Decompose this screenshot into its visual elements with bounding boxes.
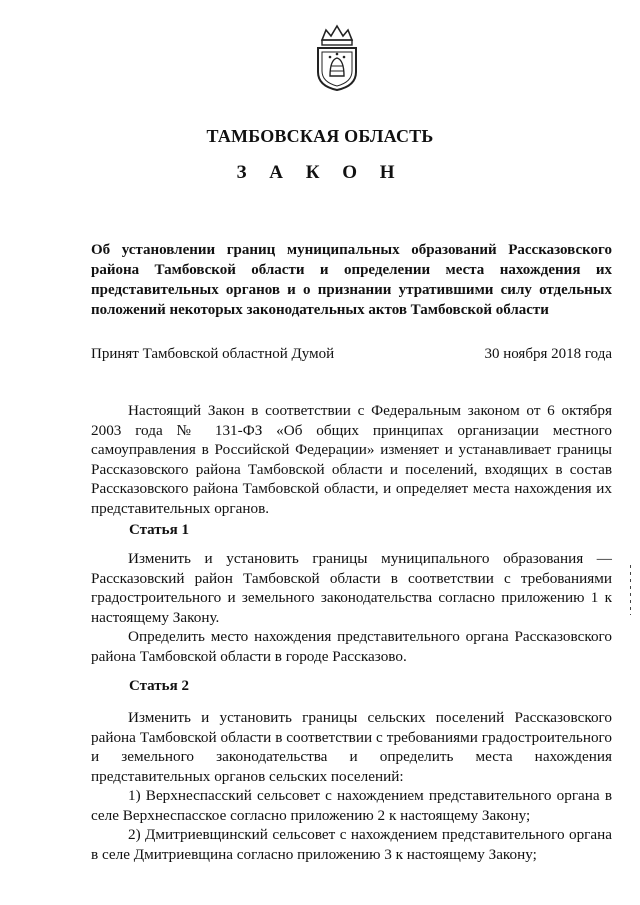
preamble bbox=[91, 401, 612, 518]
region-title: ТАМБОВСКАЯ ОБЛАСТЬ bbox=[206, 126, 434, 146]
law-title: Об установлении границ муниципальных образований Рассказовского района Тамбовской области и определении места нахождения их представительных органов и о признании утратившими силу отдельных положений некоторых законодательных актов Тамбовской области bbox=[91, 242, 612, 318]
scan-edge-mark bbox=[628, 565, 633, 615]
article-2-paragraph-1: Изменить и установить границы сельских поселений Рассказовского района Тамбовской области в соответствии с требованиями градостроительного и земельного законодательства и определить места нахождения представительных органов сельских поселений: bbox=[91, 709, 612, 785]
document-type: З А К О Н bbox=[236, 162, 404, 183]
adoption-date: 30 ноября 2018 года bbox=[484, 346, 612, 362]
preamble-paragraph: Настоящий Закон в соответствии с Федеральным законом от 6 октября 2003 года № 131-ФЗ «Об общих принципах организации местного самоуправления в Российской Федерации» изменяет и устанавливает границы Рассказовского района Тамбовской области и поселений, входящих в состав Рассказовского района Тамбовской области, и определяет места нахождения их представительных органов. bbox=[91, 402, 612, 517]
crest-crown bbox=[322, 26, 352, 40]
article-2-item-1: 1) Верхнеспасский сельсовет с нахождением представительного органа в селе Верхнеспасское согласно приложению 2 к настоящему Закону; bbox=[91, 787, 612, 824]
article-1-paragraph-1: Изменить и установить границы муниципального образования — Рассказовский район Тамбовской области в соответствии с требованиями градостроительного и земельного законодательства согласно приложению 1 к настоящему Закону. bbox=[91, 550, 612, 626]
adoption-line bbox=[91, 346, 612, 363]
crest-beehive-icon bbox=[330, 58, 344, 76]
article-2-body bbox=[91, 708, 612, 864]
article-1-heading: Статья 1 bbox=[129, 522, 189, 538]
article-1-paragraph-2: Определить место нахождения представительного органа Рассказовского района Тамбовской области в городе Рассказово. bbox=[91, 628, 612, 665]
crest-shield-inner bbox=[322, 52, 352, 86]
article-1-body bbox=[91, 549, 612, 666]
article-2-heading: Статья 2 bbox=[129, 678, 189, 694]
article-2-item-2: 2) Дмитриевщинский сельсовет с нахождением представительного органа в селе Дмитриевщина согласно приложению 3 к настоящему Закону; bbox=[91, 826, 612, 863]
coat-of-arms-emblem bbox=[312, 22, 362, 92]
adopted-by: Принят Тамбовской областной Думой bbox=[91, 346, 335, 362]
